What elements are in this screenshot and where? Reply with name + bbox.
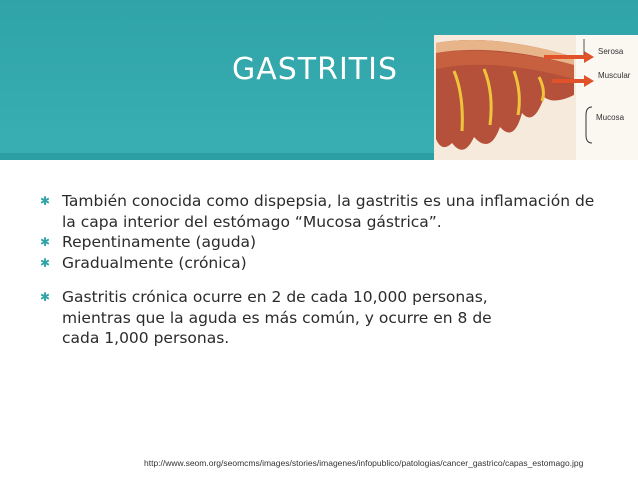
bullet-text: Gastritis crónica ocurre en 2 de cada 10,000 personas, mientras que la aguda es más común, y ocurre en 8 de cada 1,000 personas. — [62, 288, 492, 347]
bullet-item — [40, 287, 532, 349]
bullet-text: Repentinamente (aguda) — [62, 233, 257, 251]
mucosa-label: Mucosa — [596, 113, 625, 122]
asterisk-icon: ✱ — [40, 255, 51, 270]
asterisk-icon: ✱ — [40, 290, 51, 304]
asterisk-icon: ✱ — [40, 194, 51, 208]
muscular-label: Muscular — [598, 71, 631, 80]
bullet-item — [40, 191, 600, 232]
bullet-text: También conocida como dispepsia, la gastritis es una inflamación de la capa interior del estómago “Mucosa gástrica”. — [62, 192, 595, 231]
bullet-item — [40, 232, 600, 253]
asterisk-icon: ✱ — [40, 235, 51, 249]
stomach-layers-image — [434, 35, 638, 160]
bullet-item — [40, 253, 600, 274]
bullet-list — [40, 191, 600, 349]
serosa-label: Serosa — [598, 47, 624, 56]
slide-title: GASTRITIS — [231, 52, 399, 87]
image-credit-link[interactable]: http://www.seom.org/seomcms/images/stories/imagenes/infopublico/patologias/cancer_gastrico/capas_estomago.jpg — [144, 458, 584, 468]
bullet-text: Gradualmente (crónica) — [62, 253, 247, 272]
